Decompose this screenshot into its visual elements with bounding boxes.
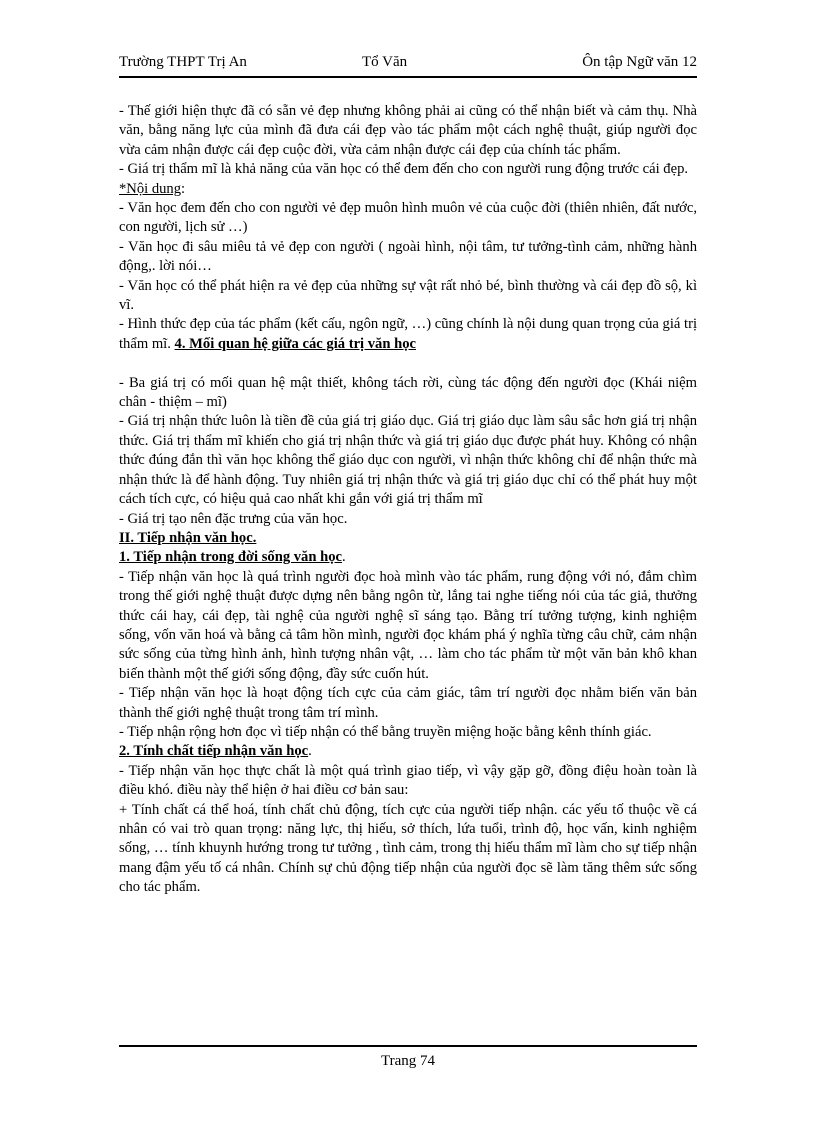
paragraph: - Giá trị tạo nên đặc trưng của văn học. bbox=[119, 510, 348, 527]
noi-dung-label: *Nội dung bbox=[119, 180, 182, 197]
document-body bbox=[119, 102, 697, 898]
paragraph: - Văn học đi sâu miêu tả vẻ đẹp con người ( ngoài hình, nội tâm, tư tưởng-tình cảm, những hành động,. lời nói… bbox=[119, 238, 697, 275]
paragraph: - Tiếp nhận văn học thực chất là một quá trình giao tiếp, vì vậy gặp gỡ, đồng điệu hoàn toàn là điều khó. điều này thể hiện ở hai điều cơ bản sau: bbox=[119, 762, 697, 799]
heading-1 bbox=[119, 548, 697, 567]
heading-II-text: II. Tiếp nhận văn học. bbox=[119, 529, 257, 546]
heading-2 bbox=[119, 742, 697, 761]
header-school: Trường THPT Trị An bbox=[119, 54, 247, 70]
heading-1-text: 1. Tiếp nhận trong đời sống văn học bbox=[119, 549, 343, 566]
paragraph-text: - Hình thức đẹp của tác phẩm (kết cấu, ngôn ngữ, …) cũng chính là nội dung quan trọng của giá trị thẩm mĩ. bbox=[119, 316, 697, 352]
paragraph: - Giá trị nhận thức luôn là tiền đề của giá trị giáo dục. Giá trị giáo dục làm sâu sắc hơn giá trị nhận thức. Giá trị thẩm mĩ khiến cho giá trị nhận thức và giá trị giáo dục được phát huy. Không có nhận thức đúng đắn thì văn học không thể giáo dục con người, vì nhận thức không chỉ để nhận thức mà nhận thức là để hành động. Tuy nhiên giá trị nhận thức và giá trị giáo dục chỉ có thể phát huy một cách tích cực, có hiệu quả cao nhất khi gắn với giá trị thẩm mĩ bbox=[119, 413, 697, 508]
paragraph: - Văn học đem đến cho con người vẻ đẹp muôn hình muôn vẻ của cuộc đời (thiên nhiên, đất nước, con người, lịch sử …) bbox=[119, 200, 697, 236]
page-number: Trang 74 bbox=[380, 1053, 436, 1069]
section-label-noi-dung bbox=[119, 180, 697, 199]
paragraph: - Tiếp nhận văn học là hoạt động tích cực của cảm giác, tâm trí người đọc nhằm biến văn bản thành thế giới nghệ thuật trong tâm trí mình. bbox=[119, 685, 697, 721]
heading-II bbox=[119, 529, 697, 548]
header-subject: Ôn tập Ngữ văn 12 bbox=[582, 54, 697, 70]
page-header bbox=[119, 52, 697, 78]
heading-2-dot: . bbox=[308, 743, 312, 760]
paragraph: - Tiếp nhận văn học là quá trình người đọc hoà mình vào tác phẩm, rung động với nó, đắm chìm trong thế giới nghệ thuật được dựng nên bằng ngôn từ, lắng tai nghe tiếng nói của tác giả, thưởng thức cái hay, cái đẹp, tài nghệ của người nghệ sĩ sáng tạo. Bằng trí tưởng tượng, kinh nghiệm sống, vốn văn hoá và bằng cả tâm hồn mình, người đọc khám phá ý nghĩa từng câu chữ, cảm nhận sức sống của từng hình ảnh, hình tượng nhân vật, … làm cho tác phẩm từ một văn bản khô khan biến thành một thế giới sống động, đầy sức cuốn hút. bbox=[119, 568, 697, 682]
heading-2-text: 2. Tính chất tiếp nhận văn học bbox=[119, 743, 309, 760]
paragraph: - Thế giới hiện thực đã có sẵn vẻ đẹp nhưng không phải ai cũng có thể nhận biết và cảm thụ. Nhà văn, bằng năng lực của mình đã đưa cái đẹp vào tác phẩm một cách nghệ thuật, giúp người đọc vừa cảm nhận được cái đẹp cuộc đời, vừa cảm nhận được cái đẹp của chính tác phẩm. bbox=[119, 103, 697, 158]
noi-dung-colon: : bbox=[181, 180, 186, 197]
paragraph-with-heading bbox=[119, 315, 697, 354]
paragraph: - Văn học có thể phát hiện ra vẻ đẹp của những sự vật rất nhỏ bé, bình thường và cái đẹp đồ sộ, kì vĩ. bbox=[119, 277, 697, 314]
footer-divider bbox=[119, 1045, 697, 1047]
heading-4: 4. Mối quan hệ giữa các giá trị văn học bbox=[174, 335, 416, 352]
paragraph: + Tính chất cá thể hoá, tính chất chủ động, tích cực của người tiếp nhận. các yếu tố thuộc về cá nhân có vai trò quan trọng: năng lực, thị hiếu, sở thích, lứa tuổi, trình độ, học vấn, kinh nghiệm sống, … tính khuynh hướng trong tư tưởng , tình cảm, trong thị hiếu thẩm mĩ làm cho sự tiếp nhận mang đậm yếu tố cá nhân. Chính sự chủ động tiếp nhận của người đọc sẽ làm tăng thêm sức sống cho tác phẩm. bbox=[119, 801, 697, 896]
heading-1-dot: . bbox=[342, 549, 346, 566]
paragraph: - Giá trị thẩm mĩ là khả năng của văn học có thể đem đến cho con người rung động trước cái đẹp. bbox=[119, 161, 689, 178]
header-department: Tổ Văn bbox=[362, 54, 408, 70]
paragraph: - Tiếp nhận rộng hơn đọc vì tiếp nhận có thể bằng truyền miệng hoặc bằng kênh thính giác. bbox=[119, 723, 652, 740]
paragraph: - Ba giá trị có mối quan hệ mật thiết, không tách rời, cùng tác động đến người đọc (Khái niệm chân - thiệm – mĩ) bbox=[119, 374, 697, 411]
